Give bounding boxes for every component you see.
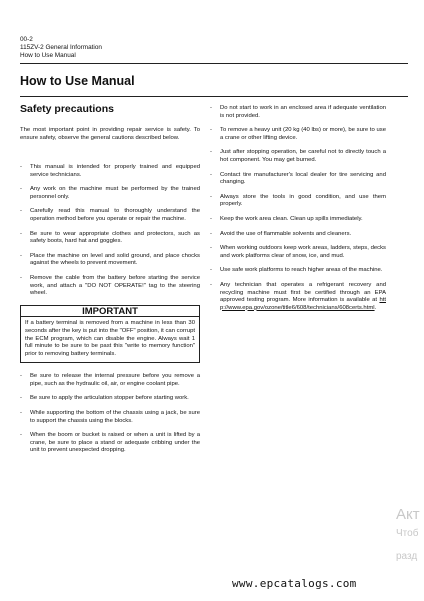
important-text: If a battery terminal is removed from a machine in less than 30 seconds after the key is put into the "OFF" position, it can corrupt the ECM program, which can disable the engine. Always wait 1 full minute to be sure to be past this "write to memory function" prior to removing battery terminals.	[25, 320, 195, 357]
epa-link[interactable]: http://www.epa.gov/ozone/title6/608/technicians/608certs.html	[220, 297, 386, 311]
title-rule-top	[20, 63, 408, 64]
watermark-line-3: разд	[396, 551, 418, 562]
footer-url[interactable]: www.epcatalogs.com	[232, 577, 357, 590]
list-item: - Keep the work area clean. Clean up spills immediately.	[210, 215, 363, 222]
important-box	[20, 305, 200, 364]
page-title: How to Use Manual	[20, 74, 135, 88]
list-item: - Remove the cable from the battery before starting the service work, and attach a "DO NOT OPERATE!" tag to the steering wheel.	[20, 274, 200, 297]
list-item: - Be sure to wear appropriate clothes and protectors, such as safety boots, hard hat and goggles.	[20, 230, 200, 245]
epa-end: .	[374, 304, 377, 311]
list-item: - This manual is intended for properly trained and equipped service technicians.	[20, 164, 200, 178]
page-header	[20, 36, 102, 61]
important-title: IMPORTANT	[21, 306, 199, 318]
list-item: - Be sure to release the internal pressure before you remove a pipe, such as the hydraulic oil, air, or engine coolant pipe.	[20, 373, 200, 387]
list-item: - When the boom or bucket is raised or when a unit is lifted by a crane, be sure to place a stand or adequate cribbing under the unit to prevent unexpected dropping.	[20, 432, 200, 454]
list-item: - Always store the tools in good condition, and use them properly.	[210, 193, 386, 208]
watermark-line-1: Акт	[396, 506, 420, 523]
intro-paragraph: The most important point in providing repair service is safety. To ensure safety, observe the general cautions described below.	[20, 127, 200, 141]
title-rule-bottom	[20, 96, 408, 97]
list-item: - Place the machine on level and solid ground, and place chocks against the wheels to prevent movement.	[20, 252, 200, 267]
list-item: - When working outdoors keep work areas, ladders, steps, decks and work platforms clear of snow, ice, and mud.	[210, 245, 386, 259]
list-item: - Any work on the machine must be performed by the trained personnel only.	[20, 186, 200, 200]
list-item: - Be sure to apply the articulation stopper before starting work.	[20, 395, 189, 402]
list-item: - Just after stopping operation, be careful not to directly touch a hot component. You may get burned.	[210, 149, 386, 163]
list-item: - Carefully read this manual to thoroughly understand the operation method before you operate or repair the machine.	[20, 208, 200, 222]
page-number: 00-2	[20, 36, 33, 43]
list-item: - To remove a heavy unit (20 kg (40 lbs) or more), be sure to use a crane or other lifting device.	[210, 127, 386, 141]
list-item: - Contact tire manufacturer's local dealer for tire servicing and changing.	[210, 171, 386, 186]
list-item: - While supporting the bottom of the chassis using a jack, be sure to support the chassis using the blocks.	[20, 410, 200, 424]
list-item: - Do not start to work in an enclosed area if adequate ventilation is not provided.	[210, 105, 386, 119]
watermark-line-2: Чтоб	[396, 528, 419, 539]
epa-text: Any technician that operates a refrigerant recovery and recycling machine must first be certified through an EPA approved testing program. More information is available at	[220, 281, 386, 304]
list-item-epa: - Any technician that operates a refrigerant recovery and recycling machine must first be certified through an EPA approved testing program. More information is available at http://www.epa.gov/ozone/title6/608/technicians/608certs.html.	[210, 281, 386, 311]
header-model: 115ZV-2 General Information	[20, 44, 102, 52]
section-title: Safety precautions	[20, 103, 114, 115]
left-column	[20, 164, 200, 462]
list-item: - Avoid the use of flammable solvents and cleaners.	[210, 230, 352, 237]
header-section: How to Use Manual	[20, 52, 76, 60]
right-column	[210, 105, 386, 319]
list-item: - Use safe work platforms to reach higher areas of the machine.	[210, 267, 383, 274]
